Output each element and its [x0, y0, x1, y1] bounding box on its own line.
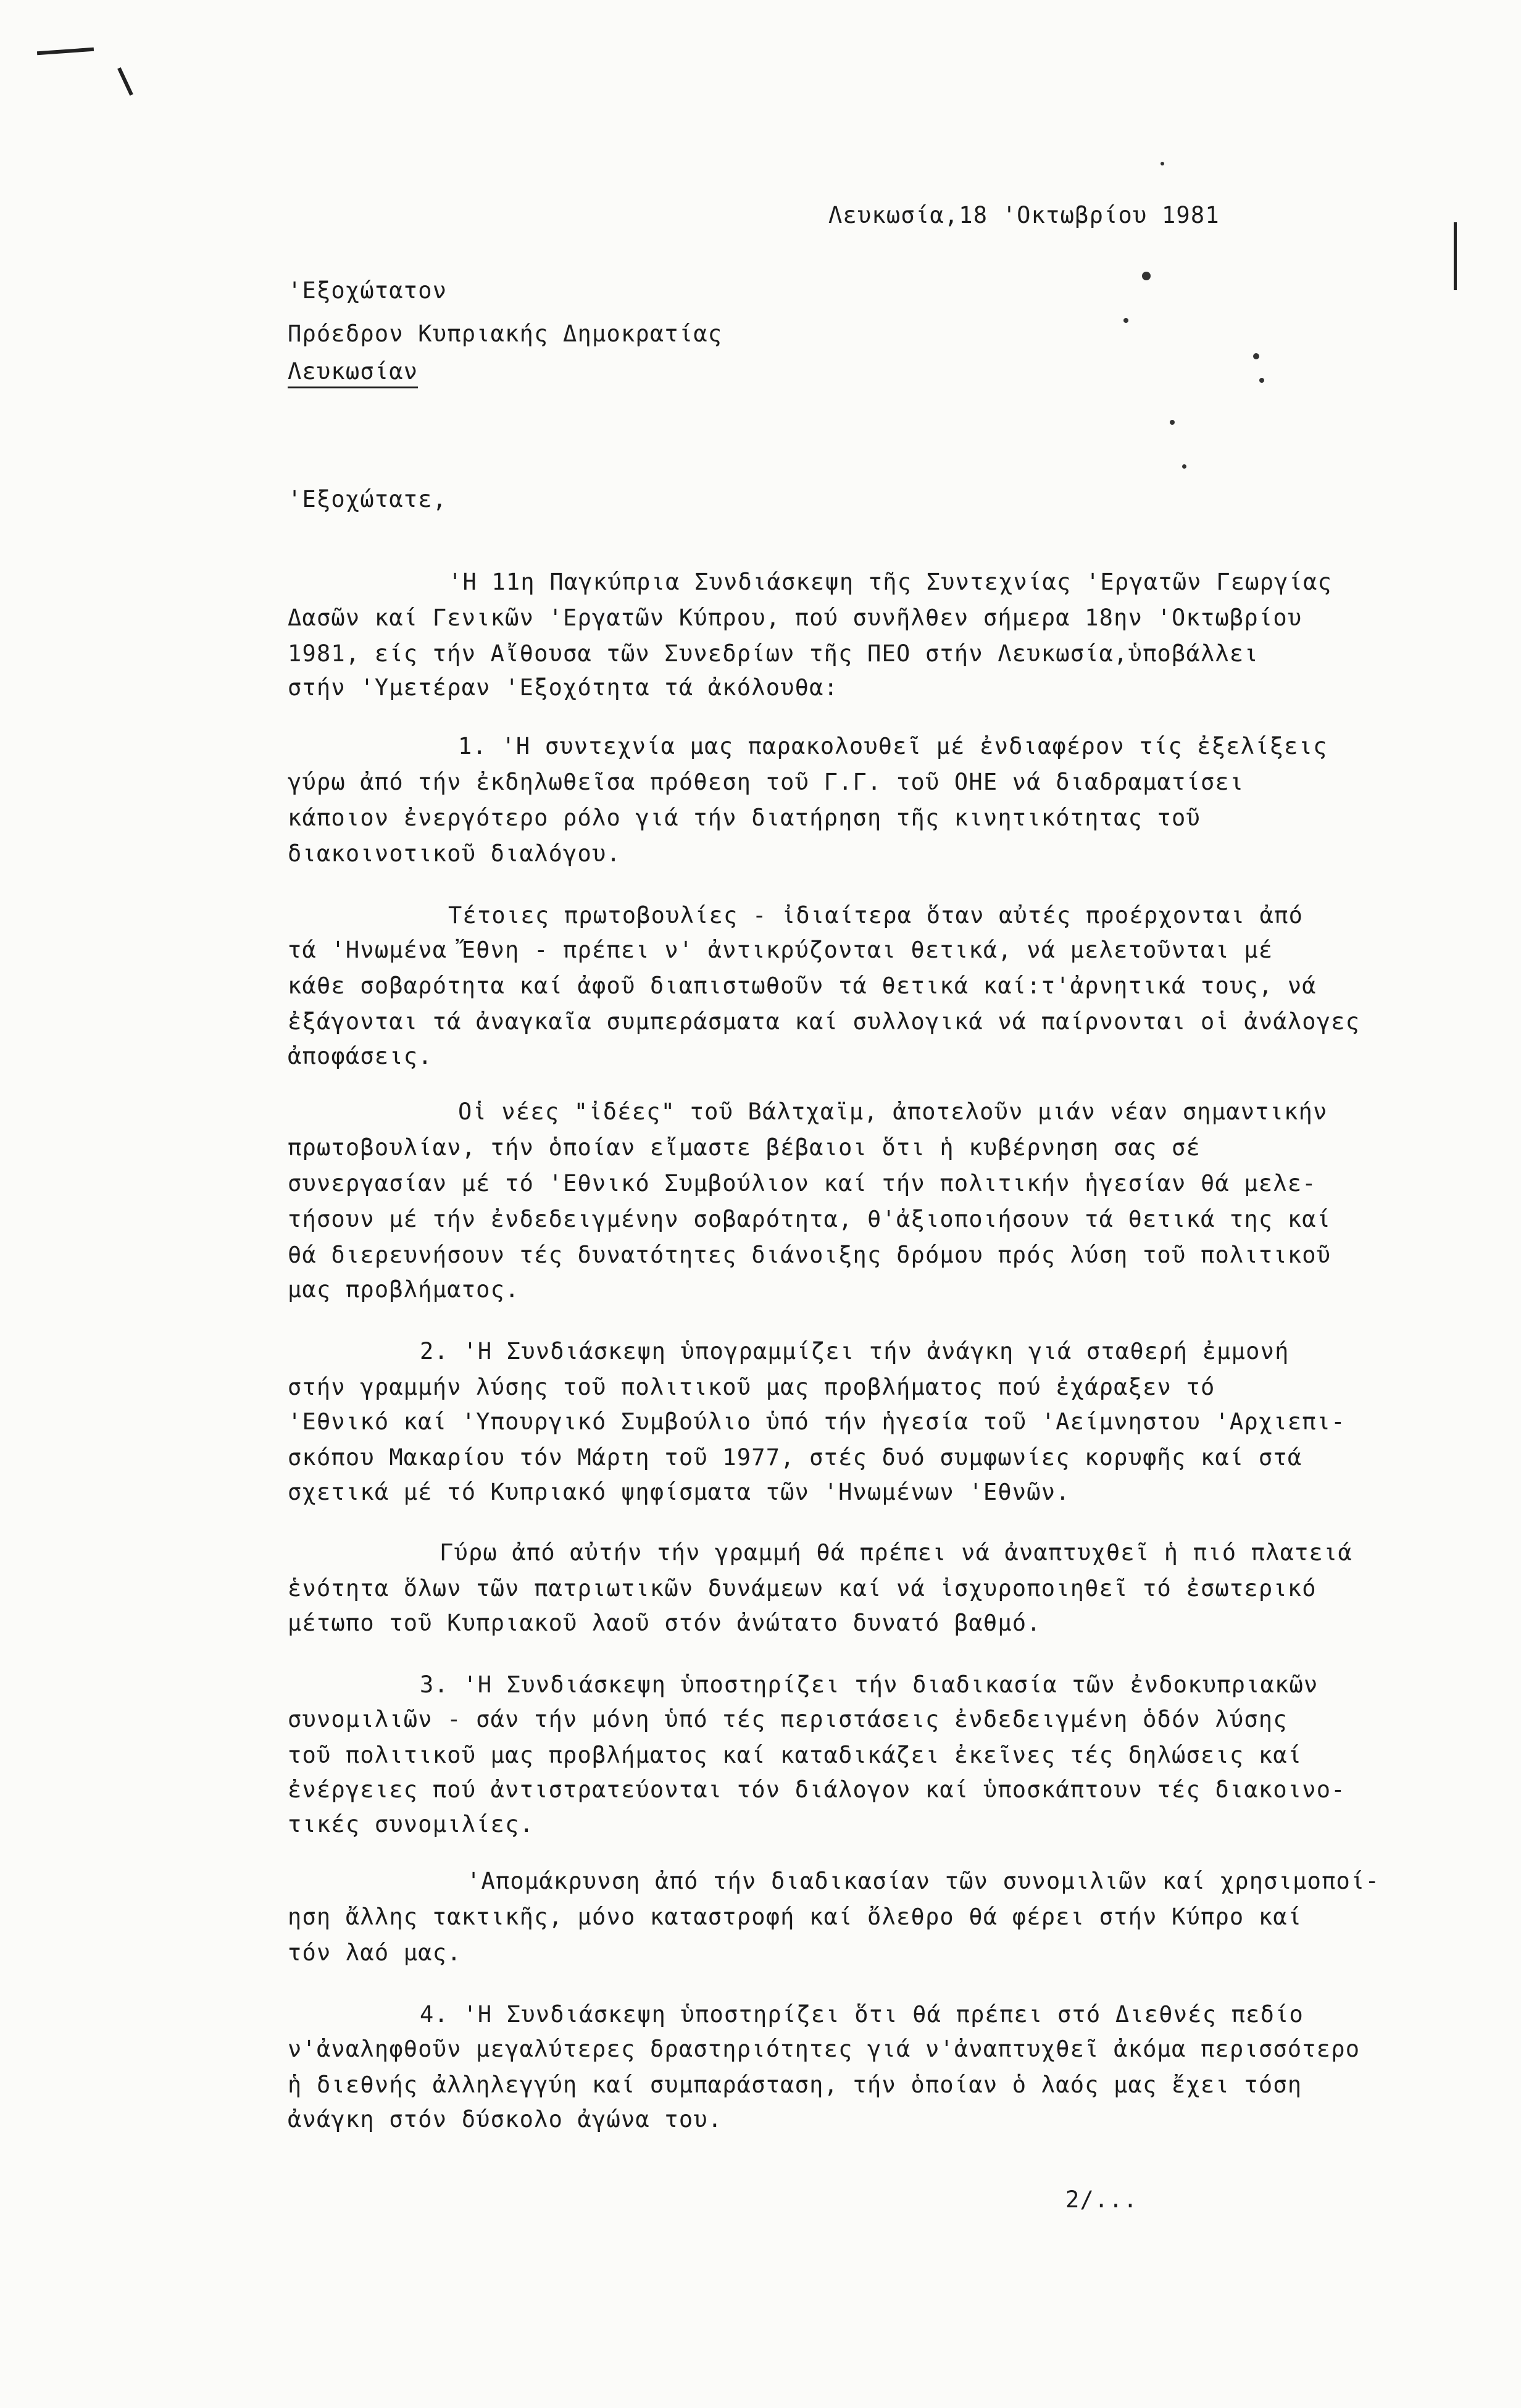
speck — [1170, 420, 1175, 425]
intro-line: Δασῶν καί Γενικῶν 'Εργατῶν Κύπρου, πού συνῆλθεν σήμερα 18ην 'Οκτωβρίου — [288, 604, 1302, 631]
intro-line: 1981, είς τήν Αἴθουσα τῶν Συνεδρίων τῆς ΠΕΟ στήν Λευκωσία,ὑποβάλλει — [288, 640, 1259, 667]
p4-line: ἡ διεθνής ἀλληλεγγύη καί συμπαράσταση, τήν ὁποίαν ὁ λαός μας ἔχει τόση — [288, 2071, 1302, 2098]
p2-line: στήν γραμμήν λύσης τοῦ πολιτικοῦ μας προβλήματος πού ἐχάραξεν τό — [288, 1374, 1215, 1400]
page-continuation-marker: 2/... — [1065, 2186, 1138, 2213]
p2b-line: ἑνότητα ὅλων τῶν πατριωτικῶν δυνάμεων καί νά ἰσχυροποιηθεῖ τό ἐσωτερικό — [288, 1575, 1317, 1602]
p3b-line: 'Απομάκρυνση ἀπό τήν διαδικασίαν τῶν συνομιλιῶν καί χρησιμοποί- — [467, 1868, 1380, 1894]
p3b-line: ηση ἄλλης τακτικῆς, μόνο καταστροφή καί ὄλεθρο θά φέρει στήν Κύπρο καί — [288, 1904, 1302, 1930]
p2b-line: μέτωπο τοῦ Κυπριακοῦ λαοῦ στόν ἀνώτατο δυνατό βαθμό. — [288, 1610, 1041, 1636]
p3-line: τοῦ πολιτικοῦ μας προβλήματος καί καταδικάζει ἐκεῖνες τές δηλώσεις καί — [288, 1742, 1302, 1768]
p1c-line: συνεργασίαν μέ τό 'Εθνικό Συμβούλιον καί τήν πολιτικήν ἡγεσίαν θά μελε- — [288, 1170, 1317, 1197]
p2-line: 'Εθνικό καί 'Υπουργικό Συμβούλιο ὑπό τήν ἡγεσία τοῦ 'Αείμνηστου 'Αρχιεπι- — [288, 1408, 1346, 1435]
p1c-line: τήσουν μέ τήν ἐνδεδειγμένην σοβαρότητα, θ'ἀξιοποιήσουν τά θετικά της καί — [288, 1206, 1331, 1232]
p1b-line: ἐξάγονται τά ἀναγκαῖα συμπεράσματα καί συλλογικά νά παίρνονται οἱ ἀνάλογες — [288, 1008, 1361, 1035]
speck — [1253, 353, 1259, 359]
recipient-title: 'Εξοχώτατον — [288, 277, 448, 304]
speck — [1182, 464, 1186, 469]
speck — [1161, 162, 1164, 165]
p1b-line: ἀποφάσεις. — [288, 1043, 433, 1069]
p1c-line: πρωτοβουλίαν, τήν ὁποίαν εἴμαστε βέβαιοι ὅτι ἡ κυβέρνηση σας σέ — [288, 1134, 1201, 1161]
intro-line: 'Η 11η Παγκύπρια Συνδιάσκεψη τῆς Συντεχνίας 'Εργατῶν Γεωργίας — [448, 569, 1333, 595]
p3b-line: τόν λαό μας. — [288, 1939, 462, 1966]
p2b-line: Γύρω ἀπό αὐτήν τήν γραμμή θά πρέπει νά ἀναπτυχθεῖ ἡ πιό πλατειά — [440, 1539, 1352, 1566]
p1-line: 1. 'Η συντεχνία μας παρακολουθεῖ μέ ἐνδιαφέρον τίς ἐξελίξεις — [458, 733, 1328, 759]
p4-line: ἀνάγκη στόν δύσκολο ἀγώνα του. — [288, 2106, 723, 2133]
salutation: 'Εξοχώτατε, — [288, 486, 448, 512]
p1b-line: Τέτοιες πρωτοβουλίες - ἰδιαίτερα ὅταν αὐτές προέρχονται ἀπό — [448, 902, 1304, 929]
speck — [1123, 318, 1128, 323]
p4-line: 4. 'Η Συνδιάσκεψη ὑποστηρίζει ὅτι θά πρέπει στό Διεθνές πεδίο — [420, 2001, 1304, 2028]
p1c-line: Οἱ νέες "ἰδέες" τοῦ Βάλτχαϊμ, ἀποτελοῦν μιάν νέαν σημαντικήν — [458, 1098, 1328, 1125]
date-line: Λευκωσία,18 'Οκτωβρίου 1981 — [828, 202, 1220, 228]
p1-line: διακοινοτικοῦ διαλόγου. — [288, 840, 621, 867]
speck — [1142, 272, 1151, 280]
p1-line: κάποιον ἐνεργότερο ρόλο γιά τήν διατήρηση τῆς κινητικότητας τοῦ — [288, 805, 1201, 831]
p1c-line: μας προβλήματος. — [288, 1276, 520, 1303]
intro-line: στήν 'Υμετέραν 'Εξοχότητα τά ἀκόλουθα: — [288, 674, 839, 701]
p1b-line: τά 'Ηνωμένα Ἔθνη - πρέπει ν' ἀντικρύζονται θετικά, νά μελετοῦνται μέ — [288, 937, 1273, 963]
p3-line: 3. 'Η Συνδιάσκεψη ὑποστηρίζει τήν διαδικασία τῶν ἐνδοκυπριακῶν — [420, 1671, 1319, 1698]
p2-line: σχετικά μέ τό Κυπριακό ψηφίσματα τῶν 'Ηνωμένων 'Εθνῶν. — [288, 1479, 1070, 1505]
p2-line: σκόπου Μακαρίου τόν Μάρτη τοῦ 1977, στές δυό συμφωνίες κορυφῆς καί στά — [288, 1444, 1302, 1471]
p3-line: συνομιλιῶν - σάν τήν μόνη ὑπό τές περιστάσεις ἐνδεδειγμένη ὁδόν λύσης — [288, 1706, 1288, 1733]
p4-line: ν'ἀναληφθοῦν μεγαλύτερες δραστηριότητες γιά ν'ἀναπτυχθεῖ ἀκόμα περισσότερο — [288, 2036, 1361, 2062]
p2-line: 2. 'Η Συνδιάσκεψη ὑπογραμμίζει τήν ἀνάγκη γιά σταθερή ἐμμονή — [420, 1338, 1290, 1365]
speck — [1259, 378, 1264, 383]
p1c-line: θά διερευνήσουν τές δυνατότητες διάνοιξης δρόμου πρός λύση τοῦ πολιτικοῦ — [288, 1242, 1331, 1268]
scan-mark-tick — [117, 67, 133, 96]
scan-mark-right-edge — [1454, 222, 1457, 290]
p1b-line: κάθε σοβαρότητα καί ἀφοῦ διαπιστωθοῦν τά θετικά καί:τ'ἀρνητικά τους, νά — [288, 972, 1317, 999]
p3-line: ἐνέργειες πού ἀντιστρατεύονται τόν διάλογον καί ὑποσκάπτουν τές διακοινο- — [288, 1776, 1346, 1803]
scan-mark-top-left — [37, 48, 94, 55]
p1-line: γύρω ἀπό τήν ἐκδηλωθεῖσα πρόθεση τοῦ Γ.Γ. τοῦ ΟΗΕ νά διαδραματίσει — [288, 769, 1244, 795]
recipient-office: Πρόεδρον Κυπριακής Δημοκρατίας — [288, 320, 723, 347]
p3-line: τικές συνομιλίες. — [288, 1811, 535, 1837]
recipient-city: Λευκωσίαν — [288, 360, 418, 388]
